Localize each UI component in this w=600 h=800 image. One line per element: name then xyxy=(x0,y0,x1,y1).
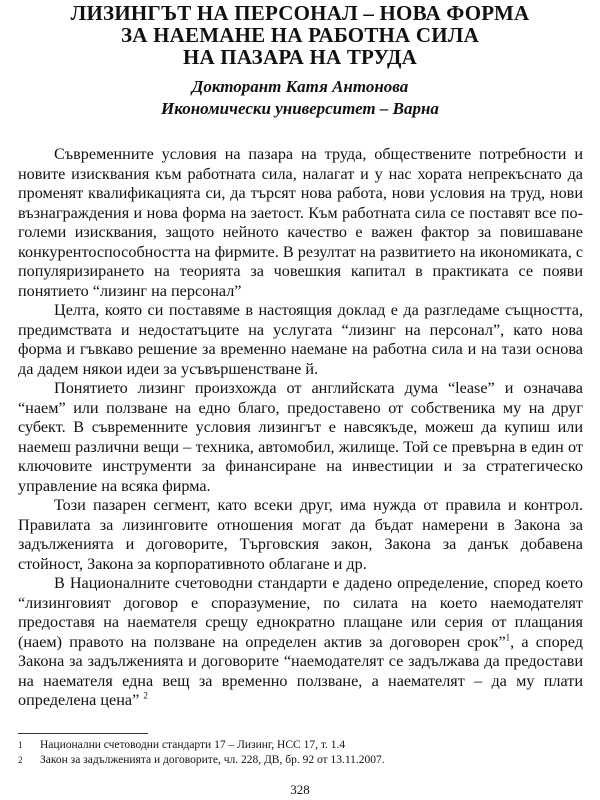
footnote-1 xyxy=(18,738,583,753)
paragraph-5-continuation: , а според Закона за задълженията и договорите “наемодателят се задължава да предостави на наемателя една вещ за временно ползване, а наемателят – да му плати определена цена” xyxy=(18,632,583,709)
paragraph-5 xyxy=(18,574,583,711)
title-line-3: НА ПАЗАРА НА ТРУДА xyxy=(182,45,418,69)
paragraph-1: Съвременните условия на пазара на труда, обществените потребности и новите изисквания към работната сила, налагат и у нас хората непрекъснато да променят квалификацията си, да търсят нова работа, нови условия на труд, нови възнаграждения и нова форма на заетост. Към работната сила се поставят все по-големи изисквания, защото нейното качество е важен фактор за повишаване конкурентоспособността на фирмите. В резултат на развитието на икономиката, с популяризирането на теорията за човешкия капитал в практиката се появи понятието “лизинг на персонал” xyxy=(18,145,583,300)
paragraph-2: Целта, която си поставяме в настоящия доклад е да разгледаме същността, предимствата и недостатъците на услугата “лизинг на персонал”, като нова форма и гъвкаво решение за временно наемане на работна сила и на тази основа да дадем някои идеи за усъвършенстване й. xyxy=(18,301,583,378)
paragraph-3: Понятието лизинг произхожда от английската дума “lease” и означава “наем” или ползване на едно благо, предоставено от собственика му на друг субект. В съвременните условия лизингът е навсякъде, можеш да купиш или наемеш различни вещи – техника, автомобил, жилище. Той се превърна в един от ключовите инструменти за финансиране на инвестиции и за стратегическо управление на всяка фирма. xyxy=(18,379,583,495)
title-line-1: ЛИЗИНГЪТ НА ПЕРСОНАЛ – НОВА ФОРМА xyxy=(70,1,530,25)
page-number: 328 xyxy=(290,782,310,797)
footnote-2 xyxy=(18,753,583,768)
author-name: Докторант Катя Антонова xyxy=(191,77,409,96)
body-text xyxy=(18,145,583,711)
footnote-ref-2[interactable]: 2 xyxy=(143,690,148,701)
footnote-2-number: 2 xyxy=(18,755,23,765)
author-affiliation: Икономически университет – Варна xyxy=(161,99,439,118)
footnote-1-text: Национални счетоводни стандарти 17 – Лизинг, НСС 17, т. 1.4 xyxy=(40,739,346,751)
footnote-1-number: 1 xyxy=(18,740,23,750)
footnote-separator xyxy=(18,733,148,734)
footnotes xyxy=(18,738,583,768)
paragraph-4: Този пазарен сегмент, като всеки друг, има нужда от правила и контрол. Правилата за лизинговите отношения могат да бъдат намерени в Закона за задълженията и договорите, Търговския закон, Закона за данък добавена стойност, Закона за корпоративното облагане и др. xyxy=(18,496,583,573)
author-block xyxy=(0,76,600,120)
footnote-ref-1[interactable]: 1 xyxy=(505,632,511,643)
footnote-2-text: Закон за задълженията и договорите, чл. 228, ДВ, бр. 92 от 13.11.2007. xyxy=(40,754,385,766)
paper-title xyxy=(0,2,600,68)
title-line-2: ЗА НАЕМАНЕ НА РАБОТНА СИЛА xyxy=(121,23,479,47)
paragraph-5-main: В Националните счетоводни стандарти е дадено определение, според което “лизинговият договор е споразумение, по силата на което наемодателят предоставя на наемателя срещу еднократно плащане или серия от плащания (наем) правото на ползване на определен актив за договорен срок” xyxy=(18,574,583,651)
